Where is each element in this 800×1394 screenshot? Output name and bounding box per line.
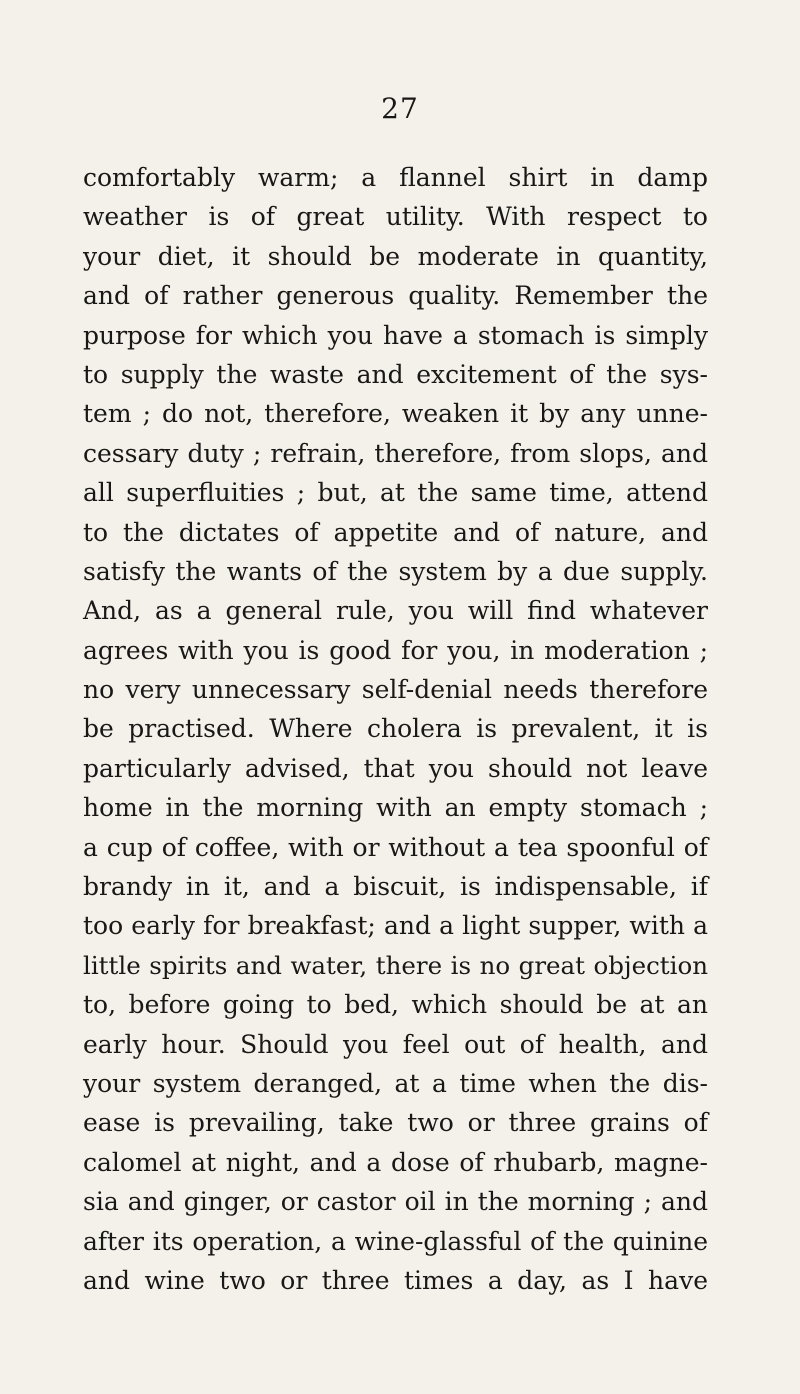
text-line: particularly advised, that you should not leave xyxy=(83,753,708,783)
text-line: to the dictates of appetite and of nature, and xyxy=(83,517,708,547)
text-line: comfortably warm; a flannel shirt in damp xyxy=(83,163,708,192)
text-line: calomel at night, and a dose of rhubarb, magne- xyxy=(83,1147,708,1177)
text-line: ease is prevailing, take two or three grains of xyxy=(83,1108,708,1138)
text-line: early hour. Should you feel out of health, and xyxy=(83,1029,708,1059)
page-number: 27 xyxy=(381,92,419,125)
text-line: weather is of great utility. With respect to xyxy=(83,202,708,232)
text-line: after its operation, a wine-glassful of the quinine xyxy=(83,1226,708,1256)
text-line: to supply the waste and excitement of the sys- xyxy=(83,359,708,389)
text-line: little spirits and water, there is no great objection xyxy=(83,950,708,980)
text-line: home in the morning with an empty stomach ; xyxy=(83,793,708,823)
text-line: to, before going to bed, which should be at an xyxy=(83,990,708,1020)
text-line: all superfluities ; but, at the same time, attend xyxy=(83,478,708,508)
text-line: brandy in it, and a biscuit, is indispensable, if xyxy=(83,872,708,902)
text-line: cessary duty ; refrain, therefore, from slops, and xyxy=(83,438,708,468)
text-line: your diet, it should be moderate in quantity, xyxy=(83,241,708,271)
text-line: purpose for which you have a stomach is simply xyxy=(83,320,708,350)
text-line: and wine two or three times a day, as I have xyxy=(83,1265,708,1295)
text-line: a cup of coffee, with or without a tea spoonful of xyxy=(83,832,708,862)
text-line: sia and ginger, or castor oil in the morning ; and xyxy=(83,1187,708,1217)
text-line: And, as a general rule, you will find whatever xyxy=(83,596,708,626)
text-line: be practised. Where cholera is prevalent, it is xyxy=(83,714,708,744)
text-line: too early for breakfast; and a light supper, with a xyxy=(83,911,708,941)
body-text xyxy=(83,158,708,1300)
text-line: and of rather generous quality. Remember the xyxy=(83,281,708,311)
text-line: no very unnecessary self-denial needs therefore xyxy=(83,675,708,705)
text-line: satisfy the wants of the system by a due supply. xyxy=(83,556,708,586)
text-line: your system deranged, at a time when the dis- xyxy=(83,1068,708,1098)
text-line: agrees with you is good for you, in moderation ; xyxy=(83,635,708,665)
text-line: tem ; do not, therefore, weaken it by any unne- xyxy=(83,399,708,429)
